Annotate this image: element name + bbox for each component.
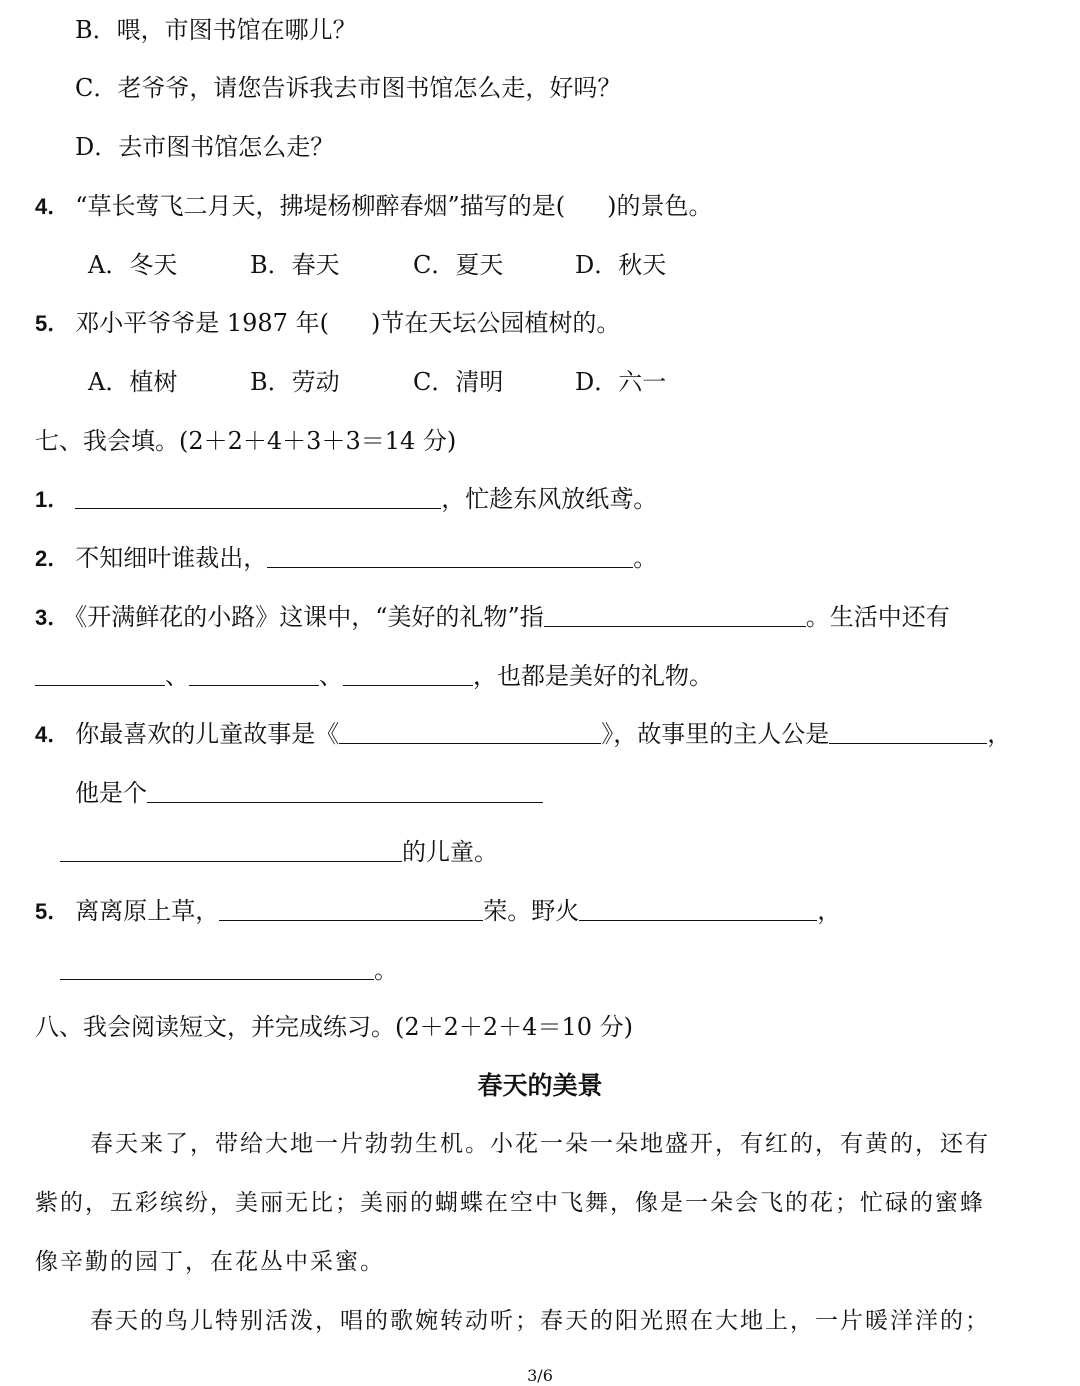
- q3-option-c: C．老爷爷，请您告诉我去市图书馆怎么走，好吗？: [75, 74, 622, 102]
- fill-5-comma: ，: [817, 897, 842, 925]
- fill-5-blank-b[interactable]: [579, 896, 817, 921]
- fill-1-number: 1．: [35, 487, 70, 512]
- passage-p1-line3: 像辛勤的园丁，在花丛中采蜜。: [35, 1249, 385, 1275]
- fill-4-he-is: 他是个: [75, 779, 147, 807]
- fill-2: [35, 543, 657, 574]
- passage-p2-line1: 春天的鸟儿特别活泼，唱的歌婉转动听；春天的阳光照在大地上，一片暖洋洋的；: [90, 1308, 990, 1334]
- fill-4-number: 4．: [35, 722, 70, 747]
- fill-3-line2: [35, 661, 713, 691]
- q4-option-b: B．春天: [250, 251, 340, 279]
- fill-5-mid: 荣。野火: [483, 897, 580, 925]
- fill-5-line2: [60, 955, 398, 985]
- fill-3-pre: 《开满鲜花的小路》这课中，“美好的礼物”指: [75, 603, 544, 631]
- fill-4: [35, 719, 1011, 750]
- q4-stem: [35, 191, 713, 222]
- fill-5-number: 5．: [35, 899, 70, 924]
- q4-option-a: A．冬天: [88, 251, 178, 279]
- q4-number: 4．: [35, 194, 70, 219]
- fill-4-pre: 你最喜欢的儿童故事是《: [75, 720, 340, 748]
- fill-3-blank-a[interactable]: [544, 602, 806, 627]
- fill-1-blank[interactable]: [75, 484, 441, 509]
- fill-1: [35, 484, 657, 515]
- q4-option-c: C．夏天: [413, 251, 504, 279]
- q5-option-c: C．清明: [413, 368, 504, 396]
- fill-3-end: ，也都是美好的礼物。: [473, 662, 713, 690]
- section8-heading: 八、我会阅读短文，并完成练习。(2＋2＋2＋4＝10 分): [35, 1013, 633, 1041]
- fill-2-post: 。: [633, 544, 658, 572]
- fill-5-end: 。: [374, 956, 398, 984]
- q3-option-d: D．去市图书馆怎么走？: [75, 133, 335, 161]
- fill-3-sep2: 、: [319, 662, 343, 690]
- q5-option-a: A．植树: [88, 368, 178, 396]
- fill-5: [35, 896, 841, 927]
- passage-p1-line2: 紫的，五彩缤纷，美丽无比；美丽的蝴蝶在空中飞舞，像是一朵会飞的花；忙碌的蜜蜂: [35, 1190, 985, 1216]
- fill-2-blank[interactable]: [267, 543, 633, 568]
- page-number: 3/6: [527, 1366, 553, 1385]
- fill-3-blank-c[interactable]: [189, 661, 319, 686]
- q4-stem-post: )的景色。: [607, 192, 713, 220]
- fill-3: [35, 602, 950, 633]
- fill-3-post: 。生活中还有: [805, 603, 950, 631]
- fill-5-blank-c[interactable]: [60, 955, 374, 980]
- fill-3-number: 3．: [35, 605, 70, 630]
- fill-4-line3: [60, 837, 498, 867]
- fill-5-blank-a[interactable]: [219, 896, 483, 921]
- fill-1-post: ，忙趁东风放纸鸢。: [441, 485, 658, 513]
- fill-4-blank-trait-cont[interactable]: [60, 837, 402, 862]
- fill-4-mid: 》，故事里的主人公是: [601, 720, 830, 748]
- fill-4-comma: ，: [987, 720, 1012, 748]
- fill-2-pre: 不知细叶谁裁出，: [75, 544, 268, 572]
- fill-4-line2: [75, 778, 543, 808]
- q5-stem-post: )节在天坛公园植树的。: [370, 309, 621, 337]
- fill-3-sep1: 、: [165, 662, 189, 690]
- section7-heading: 七、我会填。(2＋2＋4＋3＋3＝14 分): [35, 427, 457, 455]
- q5-stem: [35, 308, 620, 339]
- fill-5-pre: 离离原上草，: [75, 897, 220, 925]
- fill-3-blank-d[interactable]: [343, 661, 473, 686]
- q5-number: 5．: [35, 311, 70, 336]
- fill-4-blank-story[interactable]: [339, 719, 601, 744]
- fill-3-blank-b[interactable]: [35, 661, 165, 686]
- fill-4-end: 的儿童。: [402, 838, 498, 866]
- fill-4-blank-trait[interactable]: [147, 778, 543, 803]
- q5-option-d: D．六一: [575, 368, 667, 396]
- q4-option-d: D．秋天: [575, 251, 667, 279]
- passage-p1-line1: 春天来了，带给大地一片勃勃生机。小花一朵一朵地盛开，有红的，有黄的，还有: [90, 1131, 990, 1157]
- q5-option-b: B．劳动: [250, 368, 340, 396]
- passage-title: 春天的美景: [477, 1071, 603, 1100]
- q4-stem-pre: “草长莺飞二月天，拂堤杨柳醉春烟”描写的是(: [75, 192, 566, 220]
- fill-4-blank-hero[interactable]: [829, 719, 987, 744]
- q3-option-b: B．喂，市图书馆在哪儿？: [75, 16, 357, 44]
- q5-stem-pre: 邓小平爷爷是 1987 年(: [75, 309, 329, 337]
- fill-2-number: 2．: [35, 546, 70, 571]
